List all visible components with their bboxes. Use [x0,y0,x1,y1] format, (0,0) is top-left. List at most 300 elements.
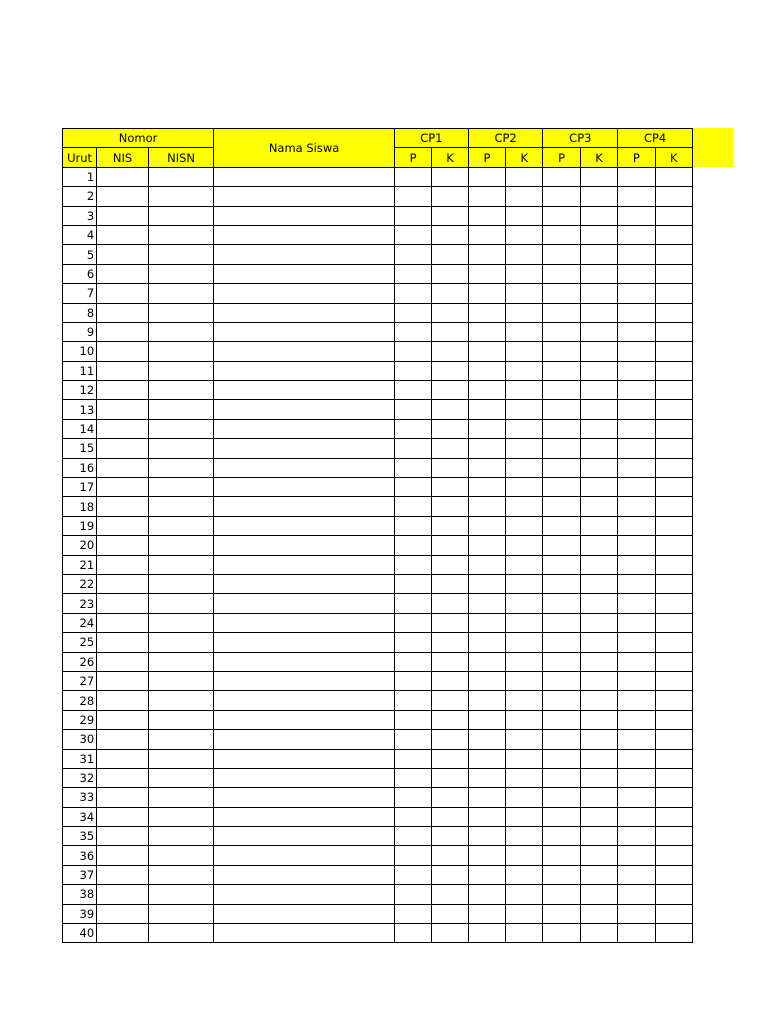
cp3-p-cell[interactable] [543,458,580,477]
cp3-p-cell[interactable] [543,827,580,846]
cp2-p-cell[interactable] [468,342,505,361]
nis-cell[interactable] [97,400,149,419]
cp2-k-cell[interactable] [506,768,543,787]
cp1-k-cell[interactable] [432,187,468,206]
cp1-k-cell[interactable] [432,458,468,477]
nama-siswa-cell[interactable] [214,187,395,206]
nama-siswa-cell[interactable] [214,381,395,400]
nama-siswa-cell[interactable] [214,439,395,458]
cp1-k-cell[interactable] [432,865,468,884]
nama-siswa-cell[interactable] [214,671,395,690]
cp1-k-cell[interactable] [432,555,468,574]
nisn-cell[interactable] [148,497,213,516]
cp3-k-cell[interactable] [580,264,617,283]
nis-cell[interactable] [97,381,149,400]
nis-cell[interactable] [97,516,149,535]
cp3-k-cell[interactable] [580,924,617,943]
cp3-k-cell[interactable] [580,167,617,186]
cp3-k-cell[interactable] [580,710,617,729]
cp4-k-cell[interactable] [655,827,693,846]
cp2-k-cell[interactable] [506,885,543,904]
nama-siswa-cell[interactable] [214,206,395,225]
cp3-k-cell[interactable] [580,904,617,923]
cp3-k-cell[interactable] [580,827,617,846]
cp4-p-cell[interactable] [618,167,655,186]
cp2-k-cell[interactable] [506,710,543,729]
cp1-p-cell[interactable] [394,381,431,400]
cp2-p-cell[interactable] [468,904,505,923]
nis-cell[interactable] [97,594,149,613]
nama-siswa-cell[interactable] [214,594,395,613]
nama-siswa-cell[interactable] [214,478,395,497]
cp3-k-cell[interactable] [580,187,617,206]
cp4-p-cell[interactable] [618,381,655,400]
cp4-k-cell[interactable] [655,846,693,865]
cp3-p-cell[interactable] [543,555,580,574]
cp2-k-cell[interactable] [506,555,543,574]
nama-siswa-cell[interactable] [214,419,395,438]
cp3-k-cell[interactable] [580,439,617,458]
cp4-k-cell[interactable] [655,419,693,438]
cp1-k-cell[interactable] [432,652,468,671]
nisn-cell[interactable] [148,671,213,690]
nis-cell[interactable] [97,885,149,904]
cp3-p-cell[interactable] [543,419,580,438]
cp1-p-cell[interactable] [394,555,431,574]
cp1-k-cell[interactable] [432,671,468,690]
nisn-cell[interactable] [148,439,213,458]
cp4-p-cell[interactable] [618,710,655,729]
cp3-k-cell[interactable] [580,536,617,555]
cp4-p-cell[interactable] [618,865,655,884]
cp1-p-cell[interactable] [394,730,431,749]
nama-siswa-cell[interactable] [214,749,395,768]
cp4-k-cell[interactable] [655,613,693,632]
cp1-k-cell[interactable] [432,264,468,283]
nisn-cell[interactable] [148,516,213,535]
cp3-p-cell[interactable] [543,807,580,826]
cp1-p-cell[interactable] [394,516,431,535]
cp2-p-cell[interactable] [468,613,505,632]
cp1-k-cell[interactable] [432,730,468,749]
nis-cell[interactable] [97,788,149,807]
cp3-k-cell[interactable] [580,730,617,749]
nama-siswa-cell[interactable] [214,361,395,380]
cp4-k-cell[interactable] [655,322,693,341]
cp2-p-cell[interactable] [468,691,505,710]
nama-siswa-cell[interactable] [214,885,395,904]
cp1-p-cell[interactable] [394,225,431,244]
nis-cell[interactable] [97,807,149,826]
cp4-p-cell[interactable] [618,730,655,749]
nama-siswa-cell[interactable] [214,807,395,826]
cp1-k-cell[interactable] [432,924,468,943]
cp4-p-cell[interactable] [618,225,655,244]
cp1-p-cell[interactable] [394,536,431,555]
cp2-p-cell[interactable] [468,885,505,904]
cp1-k-cell[interactable] [432,322,468,341]
cp4-p-cell[interactable] [618,574,655,593]
cp4-k-cell[interactable] [655,594,693,613]
cp2-p-cell[interactable] [468,865,505,884]
nisn-cell[interactable] [148,187,213,206]
cp2-k-cell[interactable] [506,303,543,322]
nama-siswa-cell[interactable] [214,536,395,555]
cp4-k-cell[interactable] [655,381,693,400]
cp4-p-cell[interactable] [618,749,655,768]
cp2-k-cell[interactable] [506,264,543,283]
cp1-p-cell[interactable] [394,167,431,186]
cp2-p-cell[interactable] [468,497,505,516]
nama-siswa-cell[interactable] [214,284,395,303]
nama-siswa-cell[interactable] [214,613,395,632]
cp1-p-cell[interactable] [394,865,431,884]
cp4-k-cell[interactable] [655,633,693,652]
nisn-cell[interactable] [148,904,213,923]
cp2-p-cell[interactable] [468,710,505,729]
cp3-k-cell[interactable] [580,419,617,438]
cp3-p-cell[interactable] [543,846,580,865]
cp2-p-cell[interactable] [468,284,505,303]
nis-cell[interactable] [97,206,149,225]
nama-siswa-cell[interactable] [214,303,395,322]
cp2-p-cell[interactable] [468,322,505,341]
cp4-k-cell[interactable] [655,187,693,206]
cp2-k-cell[interactable] [506,497,543,516]
nama-siswa-cell[interactable] [214,264,395,283]
nama-siswa-cell[interactable] [214,342,395,361]
cp1-k-cell[interactable] [432,613,468,632]
nis-cell[interactable] [97,536,149,555]
cp1-p-cell[interactable] [394,846,431,865]
nisn-cell[interactable] [148,652,213,671]
cp1-p-cell[interactable] [394,691,431,710]
cp2-k-cell[interactable] [506,594,543,613]
cp3-k-cell[interactable] [580,555,617,574]
cp3-p-cell[interactable] [543,904,580,923]
cp3-k-cell[interactable] [580,458,617,477]
cp2-p-cell[interactable] [468,478,505,497]
nama-siswa-cell[interactable] [214,633,395,652]
cp4-k-cell[interactable] [655,807,693,826]
cp1-k-cell[interactable] [432,167,468,186]
cp4-k-cell[interactable] [655,516,693,535]
cp4-k-cell[interactable] [655,904,693,923]
nama-siswa-cell[interactable] [214,497,395,516]
cp3-p-cell[interactable] [543,478,580,497]
cp1-k-cell[interactable] [432,342,468,361]
cp4-p-cell[interactable] [618,400,655,419]
cp3-p-cell[interactable] [543,633,580,652]
cp2-p-cell[interactable] [468,361,505,380]
cp2-p-cell[interactable] [468,458,505,477]
nis-cell[interactable] [97,768,149,787]
nisn-cell[interactable] [148,846,213,865]
nis-cell[interactable] [97,342,149,361]
nama-siswa-cell[interactable] [214,652,395,671]
cp4-p-cell[interactable] [618,671,655,690]
cp1-p-cell[interactable] [394,245,431,264]
nisn-cell[interactable] [148,691,213,710]
cp1-k-cell[interactable] [432,594,468,613]
nisn-cell[interactable] [148,710,213,729]
cp2-k-cell[interactable] [506,284,543,303]
cp1-k-cell[interactable] [432,439,468,458]
cp2-p-cell[interactable] [468,846,505,865]
cp4-k-cell[interactable] [655,478,693,497]
cp1-p-cell[interactable] [394,400,431,419]
cp3-k-cell[interactable] [580,691,617,710]
nama-siswa-cell[interactable] [214,167,395,186]
cp3-k-cell[interactable] [580,361,617,380]
cp3-p-cell[interactable] [543,885,580,904]
cp4-k-cell[interactable] [655,225,693,244]
cp2-p-cell[interactable] [468,206,505,225]
cp1-p-cell[interactable] [394,710,431,729]
cp4-k-cell[interactable] [655,574,693,593]
nisn-cell[interactable] [148,400,213,419]
cp2-k-cell[interactable] [506,516,543,535]
cp4-p-cell[interactable] [618,594,655,613]
cp4-k-cell[interactable] [655,206,693,225]
cp1-p-cell[interactable] [394,885,431,904]
nisn-cell[interactable] [148,303,213,322]
cp2-k-cell[interactable] [506,652,543,671]
nis-cell[interactable] [97,167,149,186]
cp3-k-cell[interactable] [580,284,617,303]
cp2-k-cell[interactable] [506,225,543,244]
cp1-p-cell[interactable] [394,284,431,303]
cp3-k-cell[interactable] [580,633,617,652]
cp3-k-cell[interactable] [580,245,617,264]
cp2-k-cell[interactable] [506,419,543,438]
cp3-p-cell[interactable] [543,439,580,458]
cp2-k-cell[interactable] [506,458,543,477]
cp1-p-cell[interactable] [394,419,431,438]
cp4-p-cell[interactable] [618,924,655,943]
nis-cell[interactable] [97,555,149,574]
nisn-cell[interactable] [148,555,213,574]
cp3-k-cell[interactable] [580,613,617,632]
cp3-k-cell[interactable] [580,478,617,497]
cp1-p-cell[interactable] [394,807,431,826]
cp1-k-cell[interactable] [432,807,468,826]
cp2-p-cell[interactable] [468,574,505,593]
cp3-p-cell[interactable] [543,691,580,710]
cp4-p-cell[interactable] [618,284,655,303]
cp4-p-cell[interactable] [618,652,655,671]
nis-cell[interactable] [97,749,149,768]
nama-siswa-cell[interactable] [214,924,395,943]
cp2-p-cell[interactable] [468,594,505,613]
cp4-k-cell[interactable] [655,536,693,555]
nis-cell[interactable] [97,710,149,729]
cp3-p-cell[interactable] [543,284,580,303]
cp3-k-cell[interactable] [580,574,617,593]
cp1-p-cell[interactable] [394,788,431,807]
cp3-p-cell[interactable] [543,361,580,380]
cp1-p-cell[interactable] [394,478,431,497]
cp1-p-cell[interactable] [394,594,431,613]
nisn-cell[interactable] [148,322,213,341]
cp3-p-cell[interactable] [543,788,580,807]
cp2-p-cell[interactable] [468,381,505,400]
cp3-p-cell[interactable] [543,322,580,341]
cp2-k-cell[interactable] [506,924,543,943]
nama-siswa-cell[interactable] [214,400,395,419]
cp1-k-cell[interactable] [432,206,468,225]
cp2-k-cell[interactable] [506,342,543,361]
cp4-p-cell[interactable] [618,555,655,574]
cp2-p-cell[interactable] [468,303,505,322]
nis-cell[interactable] [97,497,149,516]
cp1-p-cell[interactable] [394,439,431,458]
cp2-k-cell[interactable] [506,478,543,497]
cp2-k-cell[interactable] [506,865,543,884]
cp4-k-cell[interactable] [655,439,693,458]
nis-cell[interactable] [97,419,149,438]
nis-cell[interactable] [97,827,149,846]
cp1-p-cell[interactable] [394,342,431,361]
nama-siswa-cell[interactable] [214,458,395,477]
cp3-p-cell[interactable] [543,924,580,943]
cp3-p-cell[interactable] [543,264,580,283]
cp4-p-cell[interactable] [618,613,655,632]
cp1-p-cell[interactable] [394,497,431,516]
nis-cell[interactable] [97,187,149,206]
nis-cell[interactable] [97,264,149,283]
cp3-k-cell[interactable] [580,671,617,690]
cp4-k-cell[interactable] [655,458,693,477]
nama-siswa-cell[interactable] [214,245,395,264]
nisn-cell[interactable] [148,284,213,303]
cp4-k-cell[interactable] [655,865,693,884]
cp3-p-cell[interactable] [543,342,580,361]
cp2-k-cell[interactable] [506,827,543,846]
cp4-p-cell[interactable] [618,187,655,206]
cp1-k-cell[interactable] [432,400,468,419]
cp3-k-cell[interactable] [580,516,617,535]
cp3-p-cell[interactable] [543,225,580,244]
cp2-p-cell[interactable] [468,652,505,671]
cp2-k-cell[interactable] [506,439,543,458]
cp4-k-cell[interactable] [655,497,693,516]
cp1-k-cell[interactable] [432,827,468,846]
cp4-p-cell[interactable] [618,846,655,865]
cp2-k-cell[interactable] [506,671,543,690]
cp4-k-cell[interactable] [655,284,693,303]
nis-cell[interactable] [97,245,149,264]
nisn-cell[interactable] [148,458,213,477]
cp3-p-cell[interactable] [543,516,580,535]
cp4-k-cell[interactable] [655,885,693,904]
cp2-k-cell[interactable] [506,904,543,923]
cp4-k-cell[interactable] [655,671,693,690]
nis-cell[interactable] [97,652,149,671]
cp1-p-cell[interactable] [394,613,431,632]
cp4-p-cell[interactable] [618,361,655,380]
cp4-p-cell[interactable] [618,342,655,361]
cp1-p-cell[interactable] [394,924,431,943]
cp1-k-cell[interactable] [432,536,468,555]
cp4-k-cell[interactable] [655,730,693,749]
cp4-k-cell[interactable] [655,400,693,419]
nis-cell[interactable] [97,671,149,690]
cp1-k-cell[interactable] [432,245,468,264]
cp4-p-cell[interactable] [618,807,655,826]
cp1-p-cell[interactable] [394,652,431,671]
cp1-p-cell[interactable] [394,904,431,923]
cp1-k-cell[interactable] [432,904,468,923]
cp2-k-cell[interactable] [506,749,543,768]
nis-cell[interactable] [97,303,149,322]
cp2-p-cell[interactable] [468,788,505,807]
nis-cell[interactable] [97,322,149,341]
cp1-p-cell[interactable] [394,671,431,690]
cp1-p-cell[interactable] [394,458,431,477]
nisn-cell[interactable] [148,167,213,186]
cp4-k-cell[interactable] [655,691,693,710]
nisn-cell[interactable] [148,633,213,652]
cp2-k-cell[interactable] [506,361,543,380]
cp3-p-cell[interactable] [543,613,580,632]
cp2-p-cell[interactable] [468,807,505,826]
cp3-k-cell[interactable] [580,497,617,516]
nis-cell[interactable] [97,633,149,652]
nisn-cell[interactable] [148,924,213,943]
cp1-k-cell[interactable] [432,574,468,593]
cp3-p-cell[interactable] [543,749,580,768]
nisn-cell[interactable] [148,342,213,361]
cp4-p-cell[interactable] [618,245,655,264]
nisn-cell[interactable] [148,381,213,400]
cp4-k-cell[interactable] [655,749,693,768]
nisn-cell[interactable] [148,865,213,884]
cp3-k-cell[interactable] [580,865,617,884]
cp1-k-cell[interactable] [432,361,468,380]
nama-siswa-cell[interactable] [214,555,395,574]
cp3-p-cell[interactable] [543,245,580,264]
cp2-p-cell[interactable] [468,768,505,787]
nama-siswa-cell[interactable] [214,225,395,244]
cp3-p-cell[interactable] [543,865,580,884]
cp1-k-cell[interactable] [432,633,468,652]
cp1-p-cell[interactable] [394,264,431,283]
nisn-cell[interactable] [148,419,213,438]
cp3-p-cell[interactable] [543,574,580,593]
cp2-p-cell[interactable] [468,264,505,283]
cp3-p-cell[interactable] [543,167,580,186]
nama-siswa-cell[interactable] [214,904,395,923]
cp4-k-cell[interactable] [655,555,693,574]
cp2-p-cell[interactable] [468,555,505,574]
cp4-p-cell[interactable] [618,633,655,652]
cp3-k-cell[interactable] [580,381,617,400]
cp2-k-cell[interactable] [506,206,543,225]
cp3-p-cell[interactable] [543,187,580,206]
cp3-p-cell[interactable] [543,381,580,400]
cp2-k-cell[interactable] [506,400,543,419]
cp4-k-cell[interactable] [655,167,693,186]
cp3-k-cell[interactable] [580,342,617,361]
cp1-p-cell[interactable] [394,827,431,846]
cp4-k-cell[interactable] [655,924,693,943]
cp4-k-cell[interactable] [655,342,693,361]
nisn-cell[interactable] [148,730,213,749]
cp2-p-cell[interactable] [468,749,505,768]
cp3-p-cell[interactable] [543,206,580,225]
cp1-p-cell[interactable] [394,768,431,787]
